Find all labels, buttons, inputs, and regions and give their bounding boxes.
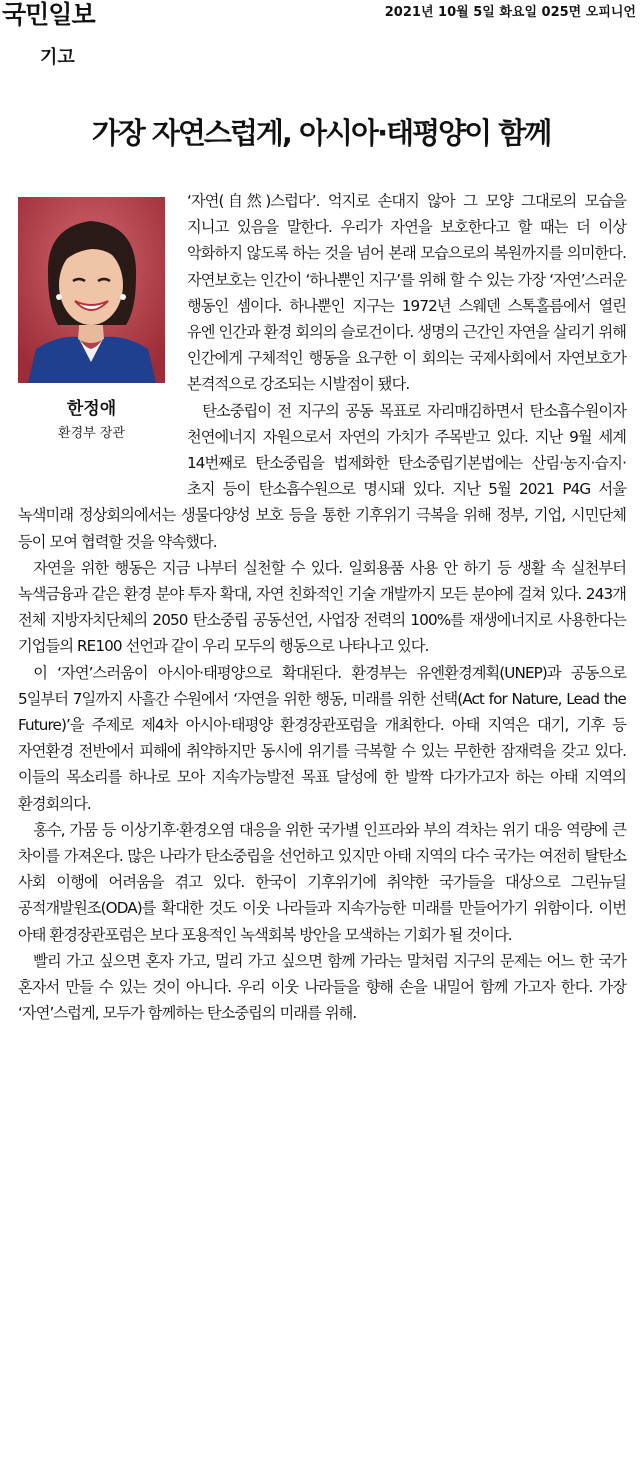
newspaper-name: 국민일보	[2, 0, 95, 29]
photo-wrap-spacer	[18, 188, 187, 496]
headline: 가장 자연스럽게, 아시아·태평양이 함께	[91, 116, 551, 151]
article-paragraph: 이 ‘자연’스러움이 아시아·태평양으로 확대된다. 환경부는 유엔환경계획(UNEP)과 공동으로 5일부터 7일까지 사흘간 수원에서 ‘자연을 위한 행동, 미래를 위한 선택(Act for Nature, Lead the Future)’을 주제로 제4차 아시아·태평양 환경장관포럼을 개최한다. 아태 지역은 대기, 기후 등 자연환경 전반에서 피해에 취약하지만 동시에 위기를 극복할 수 있는 무한한 잠재력을 갖고 있다. 이들의 목소리를 하나로 모아 지속가능발전 목표 달성에 한 발짝 다가가고자 하는 아태 지역의 환경회의다.	[18, 663, 626, 813]
article-paragraph: ‘자연(自然)스럽다’. 억지로 손대지 않아 그 모양 그대로의 모습을 지니고 있음을 말한다. 우리가 자연을 보호한다고 할 때는 더 이상 악화하지 않도록 하는 것을 넘어 본래 모습으로의 복원까지를 의미한다. 자연보호는 인간이 ‘하나뿐인 지구’를 위해 할 수 있는 가장 ‘자연’스러운 행동인 셈이다. 하나뿐인 지구는 1972년 스웨덴 스톡홀름에서 열린 유엔 인간과 환경 회의의 슬로건이다. 생명의 근간인 자연을 살리기 위해 인간에게 구체적인 행동을 요구한 이 회의는 국제사회에서 자연보호가 본격적으로 강조되는 시발점이 됐다.	[187, 192, 626, 394]
masthead	[0, 0, 642, 36]
article-body	[18, 188, 626, 1027]
issue-date-line: 2021년 10월 5일 화요일 025면 오피니언	[384, 5, 636, 20]
article-paragraph: 홍수, 가뭄 등 이상기후·환경오염 대응을 위한 국가별 인프라와 부의 격차는 위기 대응 역량에 큰 차이를 가져온다. 많은 나라가 탄소중립을 선언하고 있지만 아태 지역의 다수 국가는 여전히 탈탄소 사회 이행에 어려움을 겪고 있다. 한국이 기후위기에 취약한 국가들을 대상으로 그린뉴딜 공적개발원조(ODA)를 확대한 것도 이웃 나라들과 지속가능한 미래를 만들어가기 위함이다. 이번 아태 환경장관포럼은 보다 포용적인 녹색회복 방안을 모색하는 기회가 될 것이다.	[18, 820, 626, 944]
author-name: 한정애	[66, 399, 117, 419]
article-paragraph: 자연을 위한 행동은 지금 나부터 실천할 수 있다. 일회용품 사용 안 하기 등 생활 속 실천부터 녹색금융과 같은 환경 분야 투자 확대, 자연 친화적인 기술 개발까지 모든 분야에 걸쳐 있다. 243개 전체 지방자치단체의 2050 탄소중립 공동선언, 사업장 전력의 100%를 재생에너지로 사용한다는 기업들의 RE100 선언과 같이 우리 모두의 행동으로 나타나고 있다.	[18, 558, 626, 656]
article-paragraph: 탄소중립이 전 지구의 공동 목표로 자리매김하면서 탄소흡수원이자 천연에너지 자원으로서 자연의 가치가 주목받고 있다. 지난 9월 세계 14번째로 탄소중립을 법제화한 탄소중립기본법에는 산림·농지·습지·초지 등이 탄소흡수원으로 명시돼 있다. 지난 5월 2021 P4G 서울 녹색미래 정상회의에서는 생물다양성 보호 등을 통한 기후위기 극복을 위해 정부, 기업, 시민단체 등이 모여 협력할 것을 약속했다.	[18, 401, 626, 551]
section-label: 기고	[40, 47, 75, 68]
author-title: 환경부 장관	[58, 426, 125, 441]
article-paragraph: 빨리 가고 싶으면 혼자 가고, 멀리 가고 싶으면 함께 가라는 말처럼 지구의 문제는 어느 한 국가 혼자서 만들 수 있는 것이 아니다. 우리 이웃 나라들을 향해 손을 내밀어 함께 가고자 한다. 가장 ‘자연’스럽게, 모두가 함께하는 탄소중립의 미래를 위해.	[18, 951, 626, 1023]
